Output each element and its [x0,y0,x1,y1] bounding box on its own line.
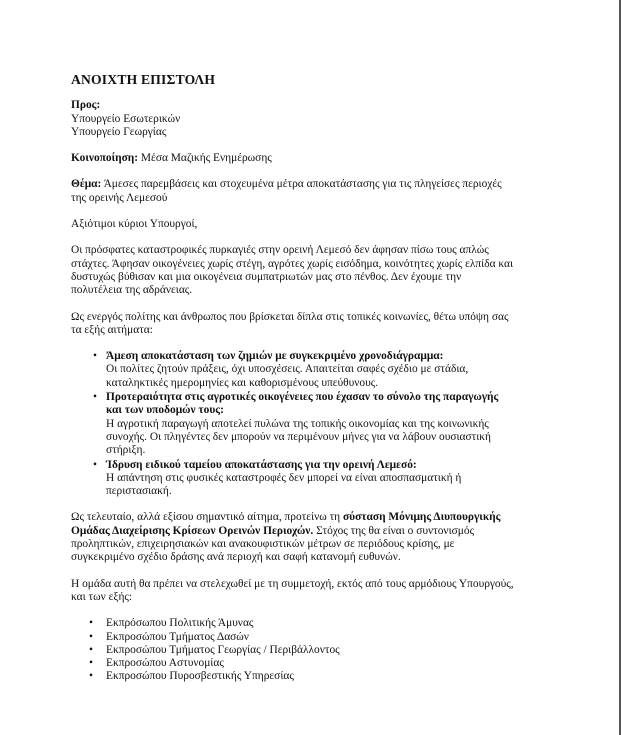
letter-page [71,73,561,684]
proposal-emphasis: σύσταση Μόνιμης Διυπουργικής [342,511,501,524]
members-list [71,617,561,683]
to-label: Προς: [71,99,101,112]
member-label: Εκπροσώπου Αστυνομίας [106,657,224,670]
member-item [71,644,561,657]
paragraph-line: δυστυχώς βύθισαν και μια οικογένεια συμπατριωτών μας στο πένθος. Δεν έχουμε την [71,270,462,283]
demand-body: Οι πολίτες ζητούν πράξεις, όχι υποσχέσεις. Απαιτείται σαφές σχέδιο με στάδια, [106,363,469,376]
proposal-text: συγκεκριμένο σχέδιο δράσης ανά περιοχή και σαφή κατανομή ευθυνών. [71,551,401,564]
paragraph-line: τα εξής αιτήματα: [71,323,153,336]
paragraph-line: και των εξής: [71,590,133,603]
member-label: Εκπροσώπου Τμήματος Γεωργίας / Περιβάλλοντος [106,643,340,656]
recipient: Υπουργείο Γεωργίας [71,125,167,138]
demand-body: καταληκτικές ημερομηνίες και καθορισμένους υπεύθυνους. [106,376,379,389]
demand-item [71,350,561,390]
cc-value: Μέσα Μαζικής Ενημέρωσης [140,152,272,165]
proposal-text: Στόχος της θα είναι ο συντονισμός [313,524,475,537]
member-label: Εκπροσώπου Πυροσβεστικής Υπηρεσίας [106,670,294,683]
paragraph-line: στάχτες. Άφησαν οικογένειες χωρίς στέγη, αγρότες χωρίς εισόδημα, κοινότητες χωρίς ελπίδα και [71,257,514,270]
member-item [71,617,561,630]
bullet-icon: • [89,643,93,656]
demand-body: Η απάντηση στις φυσικές καταστροφές δεν μπορεί να είναι αποσπασματική ή [106,471,462,484]
member-label: Εκπρόσωπου Πολιτικής Άμυνας [106,617,254,630]
proposal-text: Ως τελευταίο, αλλά εξίσου σημαντικό αίτημα, προτείνω τη [71,511,343,524]
demand-item [71,391,561,457]
paragraph-intro [71,244,561,297]
paragraph-proposal [71,511,561,564]
bullet-icon: • [93,458,97,471]
subject-text: Άμεσες παρεμβάσεις και στοχευμένα μέτρα αποκατάστασης για τις πληγείσες περιοχές [103,178,502,191]
paragraph-line: Η ομάδα αυτή θα πρέπει να στελεχωθεί με τη συμμετοχή, εκτός από τους αρμόδιους Υπουργούς, [71,577,514,590]
bullet-icon: • [89,670,93,683]
cc-label: Κοινοποίηση: [71,152,139,165]
member-item [71,657,561,670]
subject-block [71,178,561,205]
demand-heading: Ίδρυση ειδικού ταμείου αποκατάστασης για την ορεινή Λεμεσό: [106,458,417,471]
bullet-icon: • [93,350,97,363]
demand-heading: Προτεραιότητα στις αγροτικές οικογένειες που έχασαν το σύνολο της παραγωγής [106,391,499,404]
paragraph-members-intro [71,578,561,605]
subject-label: Θέμα: [71,178,102,191]
recipient: Υπουργείο Εσωτερικών [71,112,181,125]
subject-text: της ορεινής Λεμεσού [71,191,168,204]
demand-item [71,459,561,499]
demand-body: στήριξη. [106,444,146,457]
letter-title: ΑΝΟΙΧΤΗ ΕΠΙΣΤΟΛΗ [71,72,216,87]
member-label: Εκπροσώπου Τμήματος Δασών [106,630,249,643]
paragraph-line: Ως ενεργός πολίτης και άνθρωπος που βρίσκεται δίπλα στις τοπικές κοινωνίες, θέτω υπόψη σας [71,310,509,323]
demand-body: περιστασιακή. [106,485,172,498]
bullet-icon: • [93,391,97,404]
member-item [71,670,561,683]
demand-heading: και των υποδομών τους: [106,404,224,417]
demand-heading: Άμεση αποκατάσταση των ζημιών με συγκεκριμένο χρονοδιάγραμμα: [106,350,444,363]
recipients-block [71,99,561,139]
proposal-text: προληπτικών, επιχειρησιακών και ανακουφιστικών μέτρων σε περιόδους κρίσης, με [71,538,455,551]
salutation: Αξιότιμοι κύριοι Υπουργοί, [71,218,198,231]
paragraph-line: πολυτέλεια της αδράνειας. [71,284,193,297]
paragraph-line: Οι πρόσφατες καταστροφικές πυρκαγιές στην ορεινή Λεμεσό δεν άφησαν πίσω τους απλώς [71,244,489,257]
demand-body: συνοχής. Οι πληγέντες δεν μπορούν να περιμένουν μήνες για να λάβουν ουσιαστική [106,430,491,443]
demand-body: Η αγροτική παραγωγή αποτελεί πυλώνα της τοπικής οικονομίας και της κοινωνικής [106,417,489,430]
proposal-emphasis: Ομάδας Διαχείρισης Κρίσεων Ορεινών Περιοχών. [71,524,314,537]
bullet-icon: • [89,657,93,670]
bullet-icon: • [89,617,93,630]
paragraph-demands-intro [71,311,561,338]
member-item [71,631,561,644]
cc-block [71,152,561,165]
demands-list [71,350,561,498]
bullet-icon: • [89,630,93,643]
